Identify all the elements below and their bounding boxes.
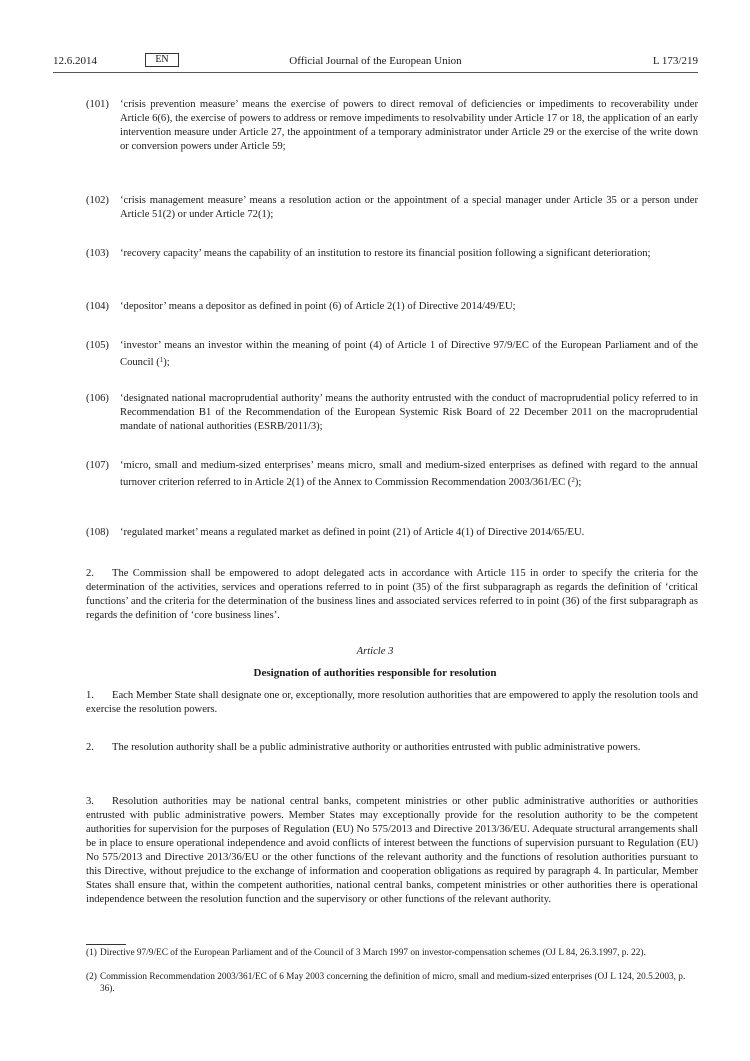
article3-paragraph-3 xyxy=(86,795,698,907)
article-title: Designation of authorities responsible for resolution xyxy=(253,667,497,679)
definition-number: (108) xyxy=(86,527,109,538)
footnote-1 xyxy=(86,947,698,959)
definition-text: ‘investor’ means an investor within the meaning of point (4) of Article 1 of Directive 97/9/EC of the European Parliament and of the Council ($^1$); xyxy=(120,340,698,368)
paragraph-number: 2. xyxy=(86,568,94,579)
definition-text: ‘designated national macroprudential authority’ means the authority entrusted with the conduct of macroprudential policy referred to in Recommendation B1 of the Recommendation of the European Systemic Risk Board of 22 December 2011 on the macroprudential mandate of national authorities (ESRB/2011/3); xyxy=(120,393,698,432)
definition-number: (101) xyxy=(86,99,109,110)
footnote-2 xyxy=(86,971,698,995)
article-number: Article 3 xyxy=(356,646,394,657)
footnote-mark: (2) xyxy=(86,972,97,982)
article3-paragraph-1 xyxy=(86,689,698,717)
definition-103 xyxy=(86,247,698,261)
footnote-divider xyxy=(86,944,126,945)
paragraph-number: 1. xyxy=(86,690,94,701)
paragraph-number: 3. xyxy=(86,796,94,807)
definition-number: (104) xyxy=(86,301,109,312)
footnote-mark: (1) xyxy=(86,948,97,958)
page-reference: L 173/219 xyxy=(652,55,698,67)
definition-number: (105) xyxy=(86,340,109,351)
article2-paragraph-2 xyxy=(86,567,698,623)
paragraph-number: 2. xyxy=(86,742,94,753)
definition-text: ‘micro, small and medium-sized enterprises’ means micro, small and medium-sized enterprises as defined with regard to the annual turnover criterion referred to in Article 2(1) of the Annex to Commission Recommendation 2003/361/EC ($^2$); xyxy=(120,460,698,488)
definition-number: (106) xyxy=(86,393,109,404)
article3-paragraph-2 xyxy=(86,741,698,755)
paragraph-text: The resolution authority shall be a public administrative authority or authorities entrusted with public administrative powers. xyxy=(112,742,641,753)
definition-104 xyxy=(86,300,698,314)
publication-date: 12.6.2014 xyxy=(53,55,97,67)
definition-text: ‘regulated market’ means a regulated market as defined in point (21) of Article 4(1) of Directive 2014/65/EU. xyxy=(120,527,585,538)
definition-number: (103) xyxy=(86,248,109,259)
definition-105 xyxy=(86,339,698,370)
definition-108 xyxy=(86,526,698,540)
definition-number: (102) xyxy=(86,195,109,206)
definition-106 xyxy=(86,392,698,434)
footnote-text: Commission Recommendation 2003/361/EC of 6 May 2003 concerning the definition of micro, small and medium-sized enterprises (OJ L 124, 20.5.2003, p. 36). xyxy=(100,972,686,994)
paragraph-text: The Commission shall be empowered to adopt delegated acts in accordance with Article 115 in order to specify the criteria for the determination of the activities, services and operations referred to in point (35) of the first subparagraph as regards the definition of ‘critical functions’ and the criteria for the determination of the business lines and associated services referred to in point (36) of the first subparagraph as regards the definition of ‘core business lines’. xyxy=(86,568,698,621)
footnote-ref[interactable]: 2 xyxy=(571,476,575,484)
definition-text: ‘depositor’ means a depositor as defined in point (6) of Article 2(1) of Directive 2014/49/EU; xyxy=(120,301,516,312)
definition-number: (107) xyxy=(86,460,109,471)
definition-101 xyxy=(86,98,698,154)
definition-text: ‘recovery capacity’ means the capability of an institution to restore its financial position following a significant deterioration; xyxy=(120,248,651,259)
language-badge: EN xyxy=(145,53,179,67)
footnote-text: Directive 97/9/EC of the European Parliament and of the Council of 3 March 1997 on investor-compensation schemes (OJ L 84, 26.3.1997, p. 22). xyxy=(100,948,646,958)
definition-text: ‘crisis management measure’ means a resolution action or the appointment of a special manager under Article 35 or a person under Article 51(2) or under Article 72(1); xyxy=(120,195,698,220)
page-header xyxy=(53,52,698,73)
definition-body: ‘micro, small and medium-sized enterprises’ means micro, small and medium-sized enterprises as defined with regard to the annual turnover criterion referred to in Article 2(1) of the Annex to Commission Recommendation 2003/361/EC xyxy=(120,460,698,488)
definition-102 xyxy=(86,194,698,222)
paragraph-text: Resolution authorities may be national central banks, competent ministries or other public administrative authorities or authorities entrusted with public administrative powers. Member States may exceptionally provide for the resolution authority to be the competent authorities for supervision for the purposes of Regulation (EU) No 575/2013 and Directive 2013/36/EU. Adequate structural arrangements shall be in place to ensure operational independence and avoid conflicts of interest between the functions of supervision pursuant to Regulation (EU) No 575/2013 and Directive 2013/36/EU or the other functions of the relevant authority and the functions of resolution authorities pursuant to this Directive, without prejudice to the exchange of information and cooperation obligations as required by paragraph 4. In particular, Member States shall ensure that, within the competent authorities, national central banks, competent ministries or other authorities there is operational independence between the resolution function and the supervisory or other functions of the relevant authority. xyxy=(86,796,698,905)
definition-body: ‘investor’ means an investor within the meaning of point (4) of Article 1 of Directive 97/9/EC of the European Parliament and of the Council xyxy=(120,340,698,368)
footnote-ref[interactable]: 1 xyxy=(159,356,164,364)
definition-107 xyxy=(86,459,698,490)
journal-title: Official Journal of the European Union xyxy=(289,55,462,67)
definition-text: ‘crisis prevention measure’ means the exercise of powers to direct removal of deficiencies or impediments to recoverability under Article 6(6), the exercise of powers to address or remove impediments to resolvability under Article 17 or 18, the application of an early intervention measure under Article 27, the appointment of a temporary administrator under Article 29 or the exercise of the write down or conversion powers under Article 59; xyxy=(120,99,698,152)
paragraph-text: Each Member State shall designate one or, exceptionally, more resolution authorities that are empowered to apply the resolution tools and exercise the resolution powers. xyxy=(86,690,698,715)
